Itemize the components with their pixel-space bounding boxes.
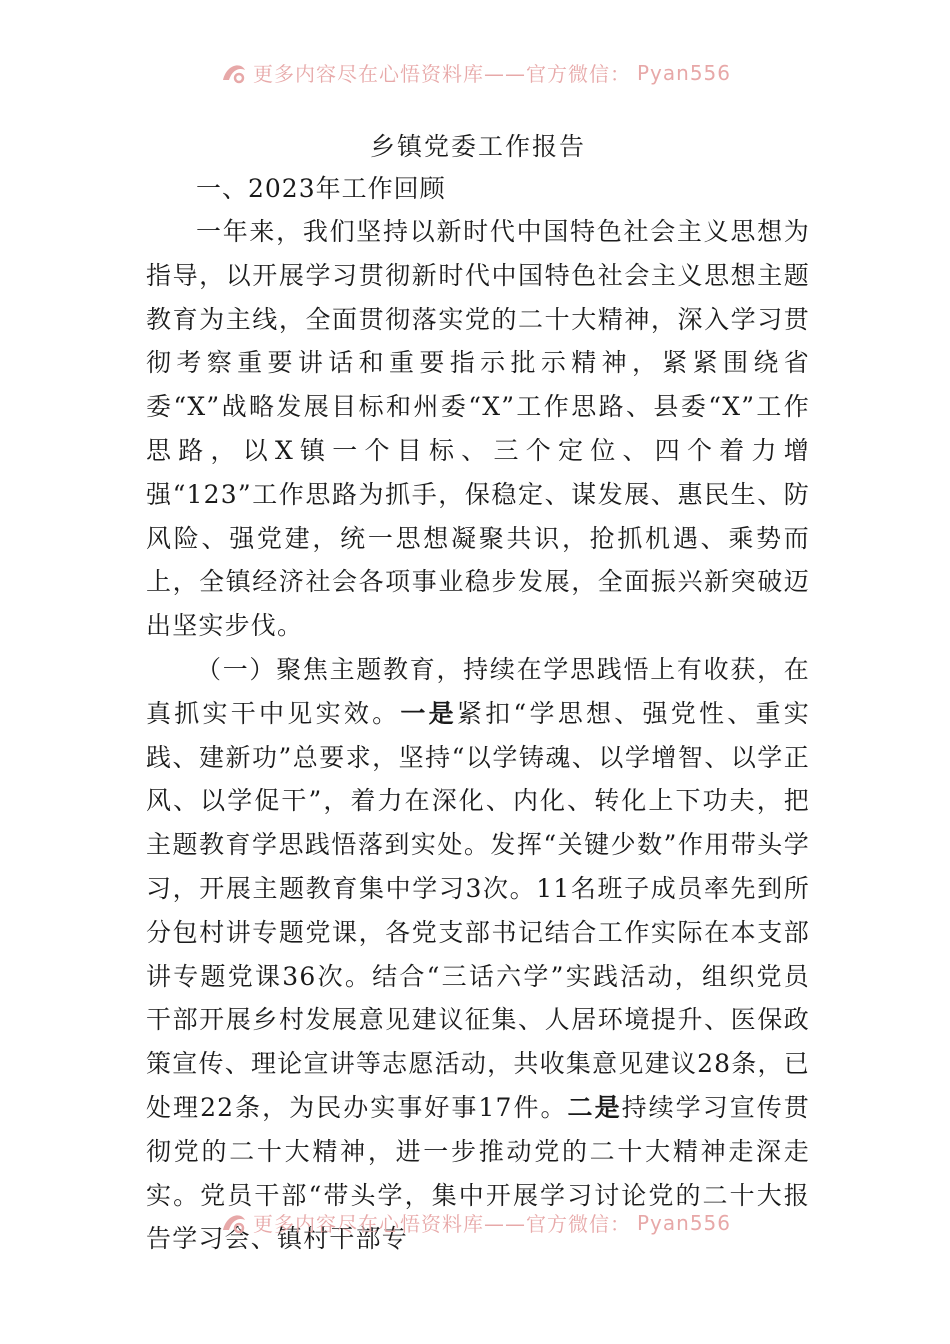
paragraph-overview: 一年来，我们坚持以新时代中国特色社会主义思想为指导，以开展学习贯彻新时代中国特色社会主义思想主题教育为主线，全面贯彻落实党的二十大精神，深入学习贯彻考察重要讲话和重要指示批示精神，紧紧围绕省委“X”战略发展目标和州委“X”工作思路、县委“X”工作思路，以X镇一个目标、三个定位、四个着力增强“123”工作思路为抓手，保稳定、谋发展、惠民生、防风险、强党建，统一思想凝聚共识，抢抓机遇、乘势而上，全镇经济社会各项事业稳步发展，全面振兴新突破迈出坚实步伐。 (146, 217, 810, 641)
watermark-text: 更多内容尽在心悟资料库——官方微信： (252, 1212, 631, 1236)
document-body (146, 126, 810, 1261)
bold-marker: 二是 (567, 1092, 622, 1122)
watermark-wechat-id: Pyan556 (636, 1210, 731, 1235)
bold-marker: 一是 (400, 698, 457, 728)
logo-icon (219, 1210, 249, 1236)
watermark-header (0, 58, 950, 87)
logo-icon (219, 60, 249, 86)
section-heading: 一、2023年工作回顾 (196, 174, 446, 203)
paragraph-text: 紧扣“学思想、强党性、重实践、建新功”总要求，坚持“以学铸魂、以学增智、以学正风、以学促干”，着力在深化、内化、转化上下功夫，把主题教育学思践悟落到实处。发挥“关键少数”作用带头学习，开展主题教育集中学习3次。11名班子成员率先到所分包村讲专题党课，各党支部书记结合工作实际在本支部讲专题党课36次。结合“三话六学”实践活动，组织党员干部开展乡村发展意见建议征集、人居环境提升、医保政策宣传、理论宣讲等志愿活动，共收集意见建议28条，已处理22条，为民办实事好事17件。 (146, 698, 810, 1122)
paragraph-theme-education (146, 648, 810, 1261)
watermark-footer (0, 1208, 950, 1237)
watermark-wechat-id: Pyan556 (636, 60, 731, 85)
watermark-text: 更多内容尽在心悟资料库——官方微信： (252, 62, 631, 86)
paragraph-text: （一）聚焦主题教育，持续在学思践悟上有收获，在真抓实干中见实效。 (146, 654, 810, 728)
document-title: 乡镇党委工作报告 (369, 132, 586, 161)
paragraph-text: 持续学习宣传贯彻党的二十大精神，进一步推动党的二十大精神走深走实。党员干部“带头学，集中开展学习讨论党的二十大报告学习会、镇村干部专 (146, 1092, 811, 1254)
